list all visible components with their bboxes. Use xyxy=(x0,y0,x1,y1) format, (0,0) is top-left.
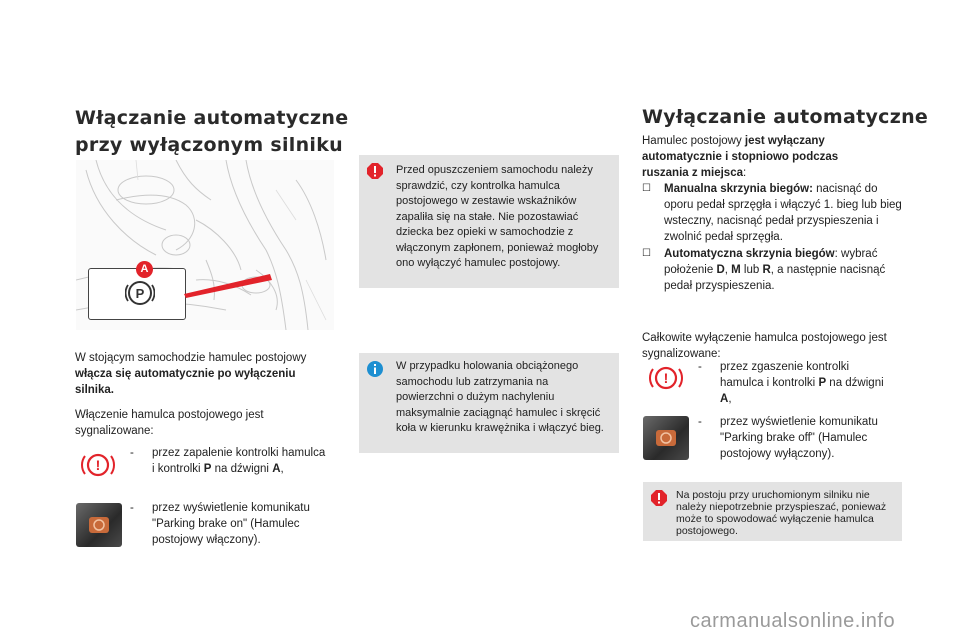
item-text: przez wyświetlenie komunikatu "Parking brake off" (Hamulec postojowy wyłączony). xyxy=(720,416,878,460)
left-signal-text: Włączenie hamulca postojowego jest sygnalizowane: xyxy=(75,409,264,437)
item-text-pre: przez zapalenie kontrolki hamulca i kontrolki xyxy=(152,447,326,475)
left-title-line2: przy wyłączonym silniku xyxy=(75,134,343,156)
sep: lub xyxy=(740,264,763,276)
right-intro-end: : xyxy=(743,167,747,179)
item-text-pre: przez zgaszenie kontrolki hamulca i kontrolki xyxy=(720,361,850,389)
bullet-marker: ☐ xyxy=(642,248,651,259)
bullet-text: : wybrać położenie xyxy=(664,248,878,276)
item-dash: - xyxy=(698,361,702,373)
info-icon xyxy=(367,361,383,377)
right-title: Wyłączanie automatyczne xyxy=(642,106,929,128)
bullet-text: nacisnąć do oporu pedał sprzęgła i włączyć 1. bieg lub bieg wsteczny, nacisnąć pedał przyspieszenia i zwolnić pedał sprzęgła. xyxy=(664,183,902,243)
warning-box-right xyxy=(643,482,902,541)
left-intro-bold: włącza się automatycznie po wyłączeniu silnika. xyxy=(75,368,296,396)
bullet-end: , a następnie nacisnąć pedał przyspieszenia. xyxy=(664,264,886,292)
console-illustration xyxy=(76,160,334,330)
info-box-middle xyxy=(359,353,619,453)
item-text-end: , xyxy=(728,393,732,405)
bullet-bold: Manualna skrzynia biegów: xyxy=(664,183,813,195)
item-bold-p: P xyxy=(203,463,212,475)
brake-message-photo xyxy=(76,503,122,547)
left-intro-plain: W stojącym samochodzie hamulec postojowy xyxy=(75,352,307,364)
right-intro-bold: jest wyłączany automatycznie i stopniowo podczas ruszania z miejsca xyxy=(642,135,839,179)
gear-m: M xyxy=(731,264,741,276)
warning-lamp-icon xyxy=(76,450,120,485)
warning-text-middle: Przed opuszczeniem samochodu należy sprawdzić, czy kontrolka hamulca postojowego w zestawie wskaźników zapaliła się na stałe. Nie pozostawiać dziecka bez opieki w samochodzie z włączonym zapłonem, ponieważ mogłoby ono wyłączyć hamulec postojowy. xyxy=(396,164,599,269)
bullet-bold: Automatyczna skrzynia biegów xyxy=(664,248,835,260)
item-dash: - xyxy=(698,416,702,428)
item-dash: - xyxy=(130,502,134,514)
svg-text:!: ! xyxy=(95,457,101,473)
svg-text:P: P xyxy=(135,286,145,301)
item-bold-a: A xyxy=(272,463,281,475)
left-intro xyxy=(75,350,333,398)
gear-d: D xyxy=(716,264,725,276)
info-text-middle: W przypadku holowania obciążonego samochodu lub zatrzymania na powierzchni o dużym nachyleniu maksymalnie zaciągnąć hamulec i skręcić koła w kierunku krawężnika i włączyć bieg. xyxy=(396,360,604,434)
left-title xyxy=(75,105,348,159)
sep: , xyxy=(724,264,732,276)
right-bullet-1 xyxy=(642,181,902,245)
warning-lamp-icon xyxy=(644,363,688,398)
svg-text:!: ! xyxy=(663,370,669,386)
item-bold-p: P xyxy=(818,377,827,389)
pointer-arrow xyxy=(184,272,274,307)
warning-box-middle xyxy=(359,155,619,288)
warning-icon xyxy=(367,163,383,179)
right-intro xyxy=(642,133,882,181)
item-text: przez wyświetlenie komunikatu "Parking brake on" (Hamulec postojowy włączony). xyxy=(152,502,310,546)
callout-a: A xyxy=(136,261,153,278)
parking-brake-button-closeup xyxy=(88,268,186,320)
parking-brake-icon xyxy=(125,278,155,313)
watermark: carmanualsonline.info xyxy=(690,610,896,632)
bullet-marker: ☐ xyxy=(642,183,651,194)
right-signal-text: Całkowite wyłączenie hamulca postojowego jest sygnalizowane: xyxy=(642,332,887,360)
right-intro-plain: Hamulec postojowy xyxy=(642,135,745,147)
warning-icon xyxy=(651,490,667,506)
gear-r: R xyxy=(762,264,771,276)
warning-text-right: Na postoju przy uruchomionym silniku nie należy niepotrzebnie przyspieszać, ponieważ może to spowodować wyłączenie hamulca postojowego. xyxy=(676,489,887,537)
item-text-end: , xyxy=(280,463,284,475)
item-text-post: na dźwigni xyxy=(211,463,273,475)
right-bullet-2 xyxy=(642,246,902,294)
item-dash: - xyxy=(130,447,134,459)
left-title-line1: Włączanie automatyczne xyxy=(75,107,349,129)
item-bold-a: A xyxy=(720,393,729,405)
brake-message-photo xyxy=(643,416,689,460)
item-text-post: na dźwigni xyxy=(826,377,884,389)
